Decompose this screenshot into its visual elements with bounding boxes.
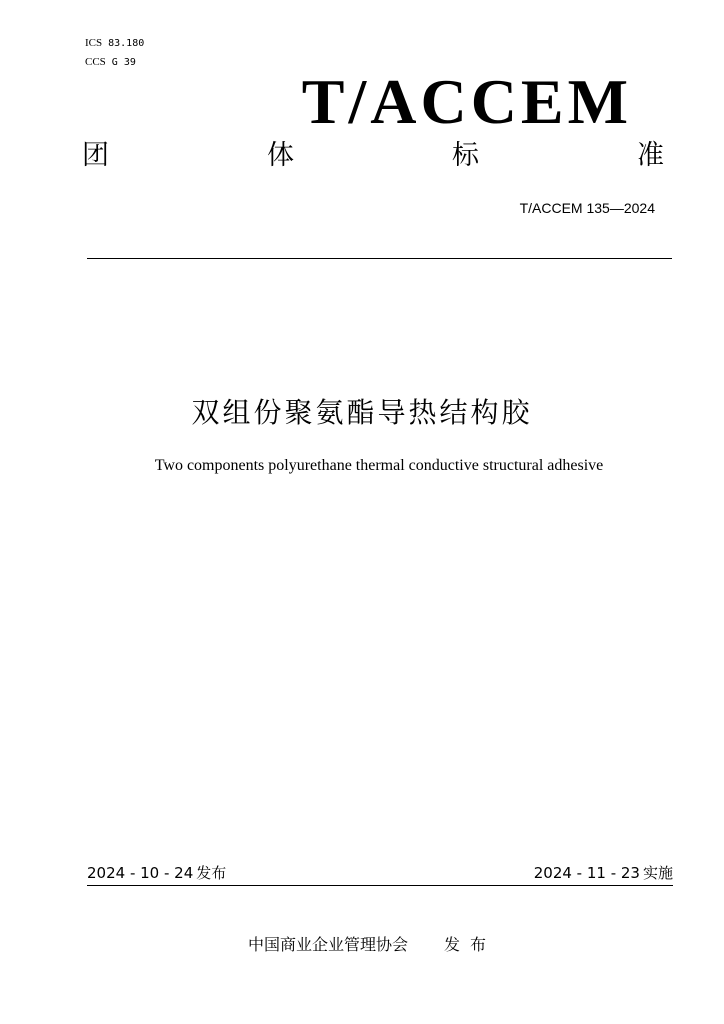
- ics-value: 83.180: [108, 38, 145, 49]
- doc-type-char: 准: [637, 140, 664, 171]
- header-divider: [87, 258, 672, 259]
- doc-type-char: 体: [267, 140, 294, 171]
- doc-type-char: 标: [452, 140, 479, 171]
- document-title-english: Two components polyurethane thermal conductive structural adhesive: [154, 457, 604, 474]
- standard-number: T/ACCEM 135—2024: [519, 200, 655, 216]
- document-type-heading: [82, 140, 664, 172]
- publisher-action: 发布: [444, 935, 497, 954]
- doc-type-char: 团: [82, 140, 109, 171]
- footer-divider: [87, 885, 673, 886]
- issue-date: [87, 864, 226, 882]
- ics-label: ICS: [85, 37, 103, 49]
- publisher-line: [248, 935, 496, 955]
- issue-date-value: 2024 - 10 - 24: [87, 864, 194, 882]
- implementation-date-value: 2024 - 11 - 23: [533, 864, 640, 882]
- ics-code: [85, 36, 144, 51]
- publisher-name: 中国商业企业管理协会: [248, 935, 409, 954]
- ccs-code: [85, 55, 136, 70]
- implementation-date: [534, 864, 673, 882]
- ccs-value: G 39: [111, 57, 136, 68]
- organization-logo: T/ACCEM: [301, 66, 632, 137]
- issue-date-label: 发布: [196, 864, 227, 882]
- document-title-chinese: 双组份聚氨酯导热结构胶: [191, 396, 533, 429]
- implementation-date-label: 实施: [642, 864, 673, 882]
- ccs-label: CCS: [85, 56, 106, 68]
